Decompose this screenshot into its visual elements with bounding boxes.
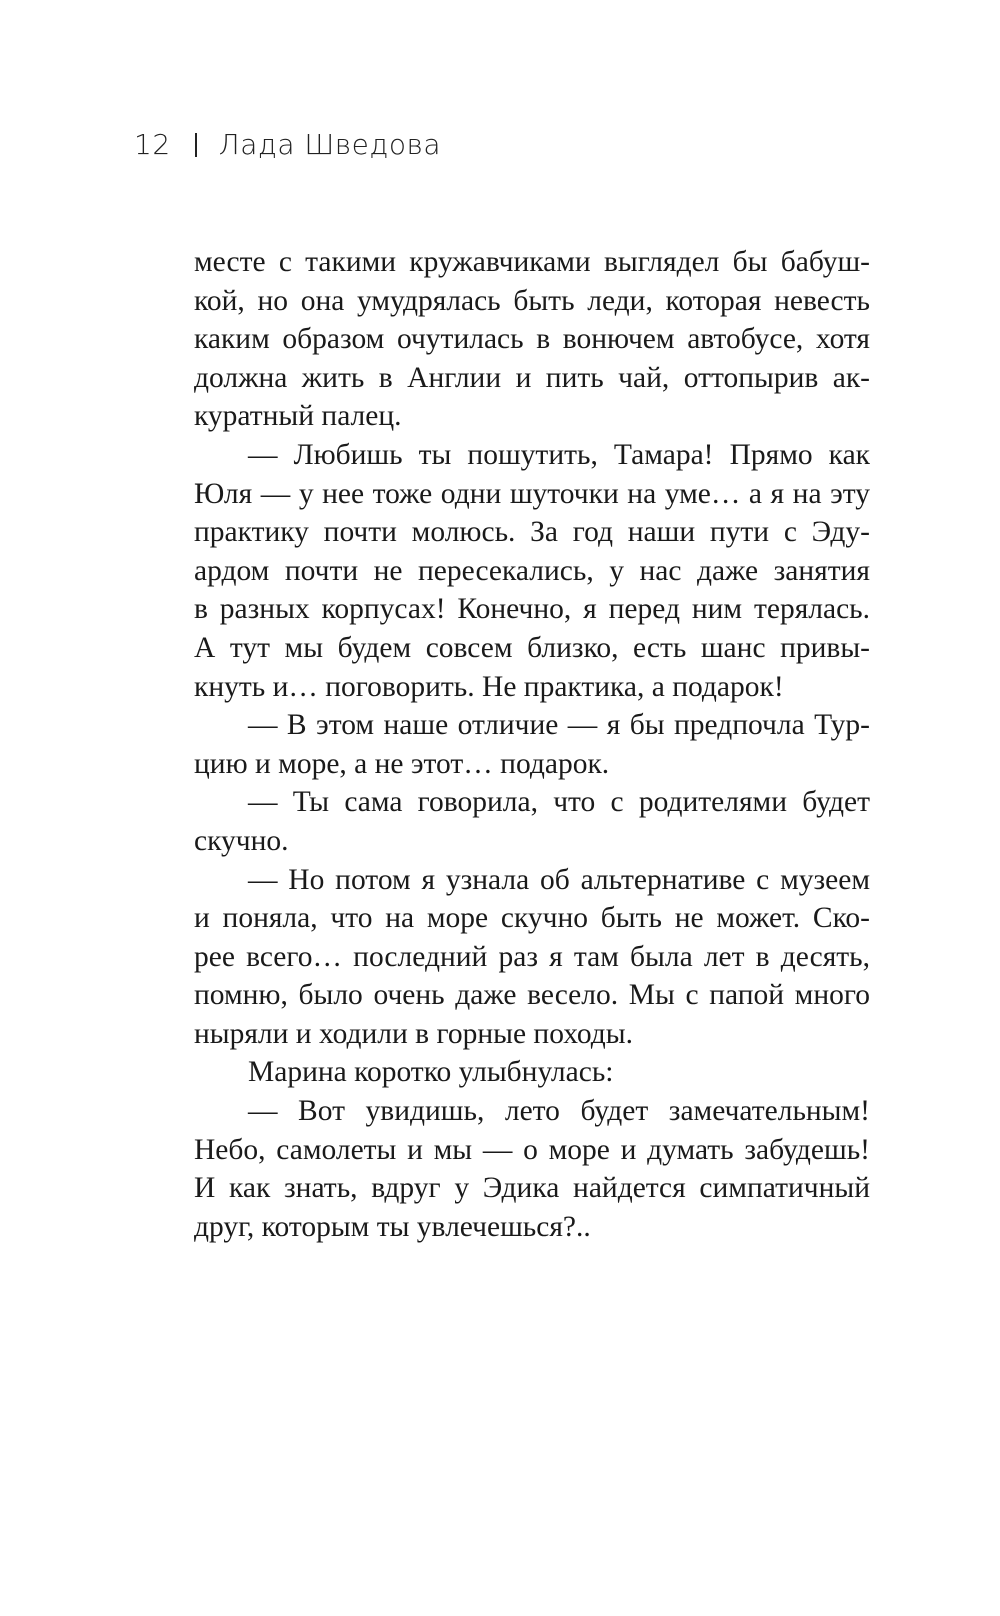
text-line: куратный палец. — [194, 400, 402, 433]
text-line: практику почти молюсь. За год наши пути с Эду- — [194, 516, 870, 549]
text-line: цию и море, а не этот… подарок. — [194, 747, 610, 780]
text-line: месте с такими кружавчиками выглядел бы бабуш- — [194, 246, 870, 278]
text-line: в разных корпусах! Конечно, я перед ним терялась. — [194, 593, 870, 626]
page-number: 12 — [134, 128, 171, 161]
text-line: друг, которым ты увлечешься?.. — [194, 1210, 591, 1243]
text-line: кнуть и… поговорить. Не практика, а подарок! — [194, 670, 784, 703]
text-line: помню, было очень даже весело. Мы с папой много — [194, 979, 870, 1012]
text-line: рее всего… последний раз я там была лет в десять, — [194, 940, 870, 973]
text-line: — Вот увидишь, лето будет замечательным! — [248, 1095, 870, 1128]
body-text — [194, 243, 870, 1246]
running-head — [134, 128, 441, 161]
text-line: Марина коротко улыбнулась: — [248, 1056, 614, 1089]
text-line: ныряли и ходили в горные походы. — [194, 1017, 633, 1050]
text-line: скучно. — [194, 824, 289, 857]
text-line: кой, но она умудрялась быть леди, которая невесть — [194, 284, 870, 317]
header-separator — [195, 133, 197, 157]
text-line: Юля — у нее тоже одни шуточки на уме… а я на эту — [194, 477, 870, 510]
text-line: Небо, самолеты и мы — о море и думать забудешь! — [194, 1133, 870, 1166]
text-line: должна жить в Англии и пить чай, оттопырив ак- — [194, 361, 870, 394]
text-line: каким образом очутилась в вонючем автобусе, хотя — [194, 323, 870, 356]
text-line: — Но потом я узнала об альтернативе с музеем — [248, 863, 870, 896]
text-line: — Ты сама говорила, что с родителями будет — [248, 786, 870, 819]
text-line: и поняла, что на море скучно быть не может. Ско- — [194, 902, 870, 935]
author-name: Лада Шведова — [218, 128, 442, 161]
text-line: — Любишь ты пошутить, Тамара! Прямо как — [248, 438, 870, 471]
text-line: ардом почти не пересекались, у нас даже занятия — [194, 554, 870, 587]
text-line: И как знать, вдруг у Эдика найдется симпатичный — [194, 1172, 870, 1205]
text-line: — В этом наше отличие — я бы предпочла Тур- — [248, 709, 870, 742]
text-line: А тут мы будем совсем близко, есть шанс привы- — [194, 631, 870, 664]
